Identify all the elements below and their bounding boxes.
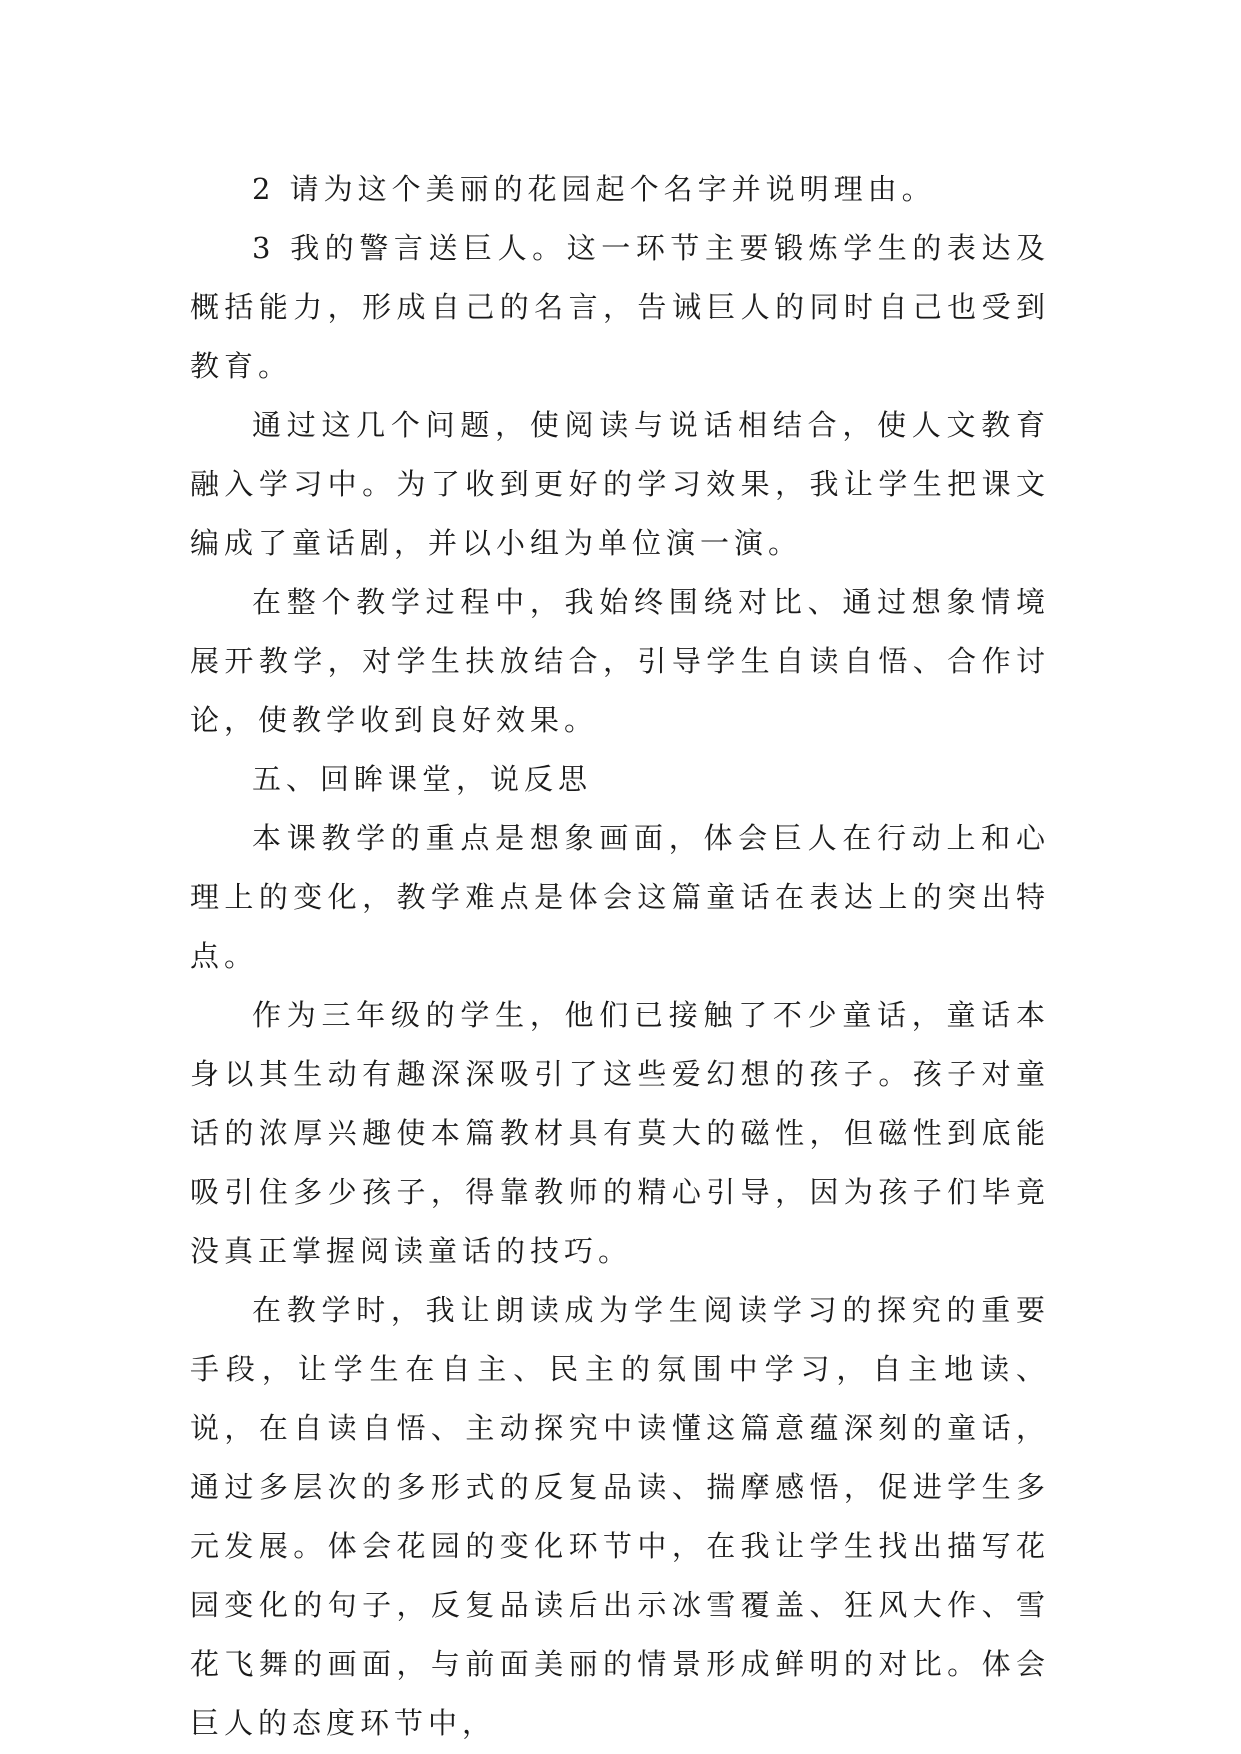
paragraph-teaching-process: 在整个教学过程中，我始终围绕对比、通过想象情境展开教学，对学生扶放结合，引导学生自读自悟、合作讨论，使教学收到良好效果。 xyxy=(190,585,1050,737)
paragraph-question-3: 3 我的警言送巨人。这一环节主要锻炼学生的表达及概括能力，形成自己的名言，告诫巨人的同时自己也受到教育。 xyxy=(190,231,1050,383)
section-heading-reflection: 五、回眸课堂，说反思 xyxy=(252,762,593,796)
paragraph-key-points: 本课教学的重点是想象画面，体会巨人在行动上和心理上的变化，教学难点是体会这篇童话在表达上的突出特点。 xyxy=(190,821,1050,973)
paragraph-teaching-method: 在教学时，我让朗读成为学生阅读学习的探究的重要手段，让学生在自主、民主的氛围中学习，自主地读、说，在自读自悟、主动探究中读懂这篇意蕴深刻的童话，通过多层次的多形式的反复品读、揣摩感悟，促进学生多元发展。体会花园的变化环节中，在我让学生找出描写花园变化的句子，反复品读后出示冰雪覆盖、狂风大作、雪花飞舞的画面，与前面美丽的情景形成鲜明的对比。体会巨人的态度环节中， xyxy=(190,1293,1050,1740)
paragraph-students: 作为三年级的学生，他们已接触了不少童话，童话本身以其生动有趣深深吸引了这些爱幻想的孩子。孩子对童话的浓厚兴趣使本篇教材具有莫大的磁性，但磁性到底能吸引住多少孩子，得靠教师的精心引导，因为孩子们毕竟没真正掌握阅读童话的技巧。 xyxy=(190,998,1050,1268)
paragraph-reading-speaking: 通过这几个问题，使阅读与说话相结合，使人文教育融入学习中。为了收到更好的学习效果，我让学生把课文编成了童话剧，并以小组为单位演一演。 xyxy=(190,408,1050,560)
document-body xyxy=(190,160,1050,1753)
paragraph-question-2: 2 请为这个美丽的花园起个名字并说明理由。 xyxy=(252,172,936,206)
